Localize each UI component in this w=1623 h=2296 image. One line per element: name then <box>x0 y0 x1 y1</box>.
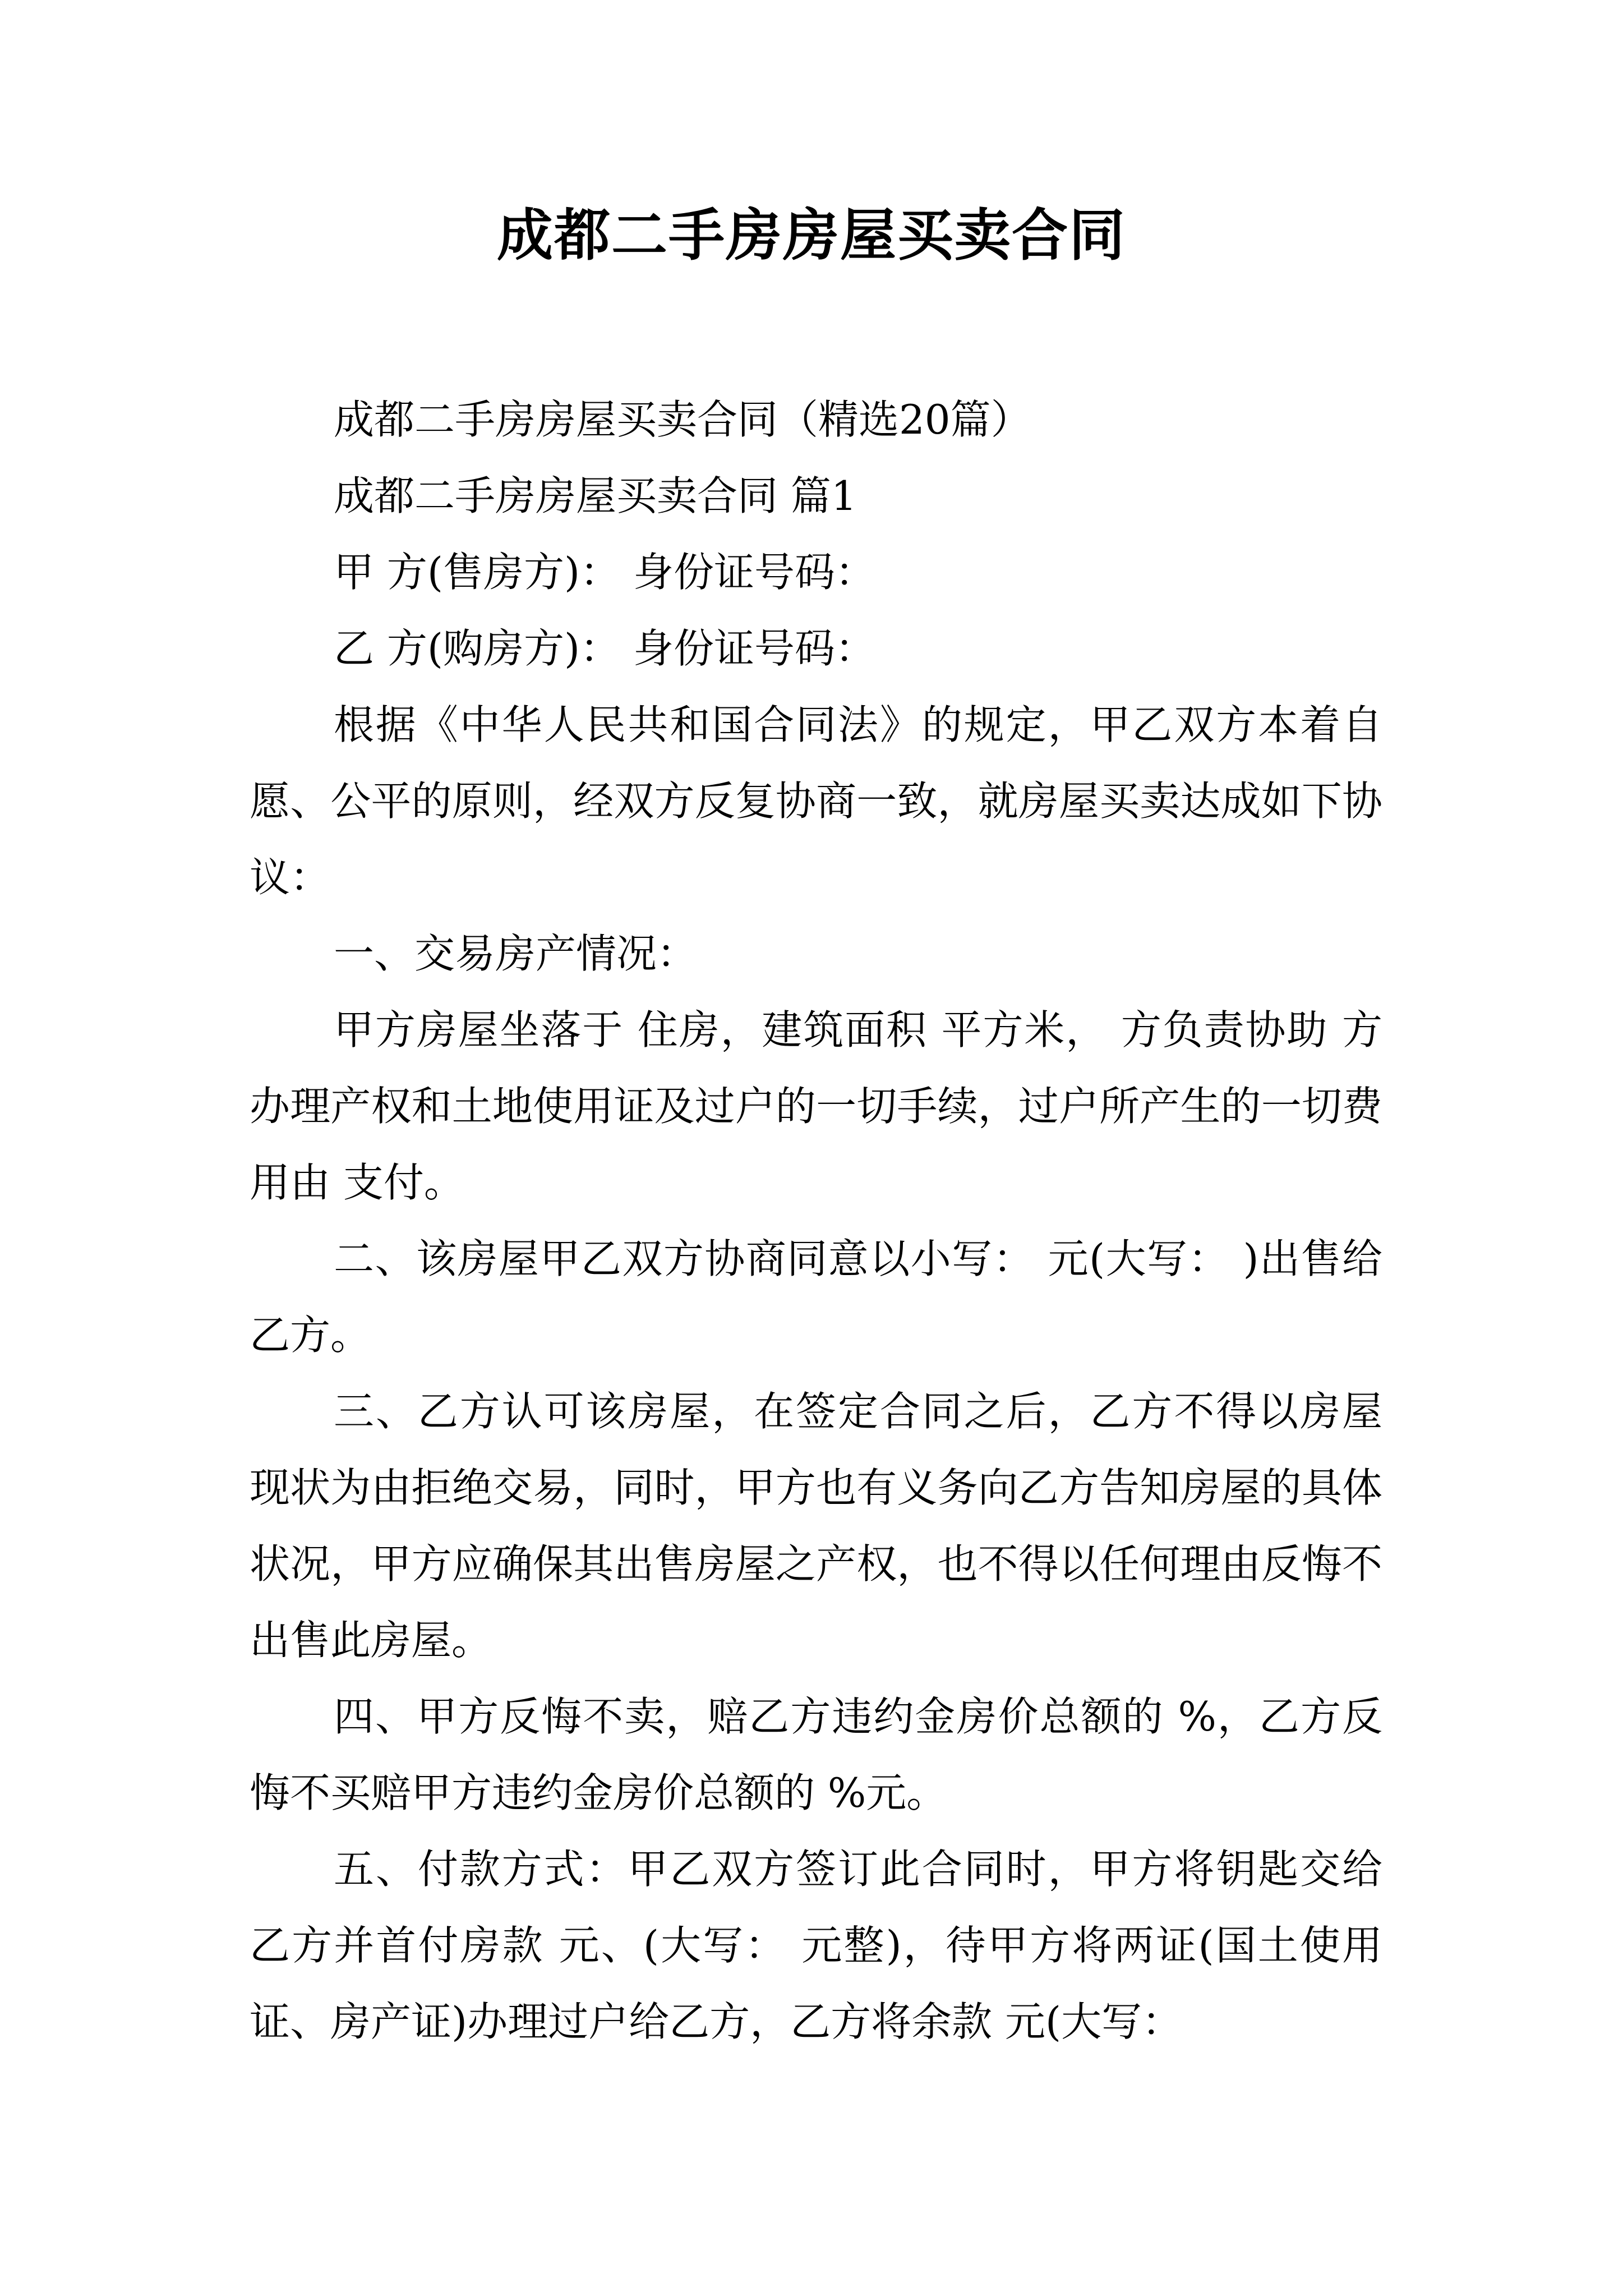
clause-2: 二、该房屋甲乙双方协商同意以小写： 元(大写： )出售给乙方。 <box>250 1235 1382 1359</box>
clause-1-body: 甲方房屋坐落于 住房，建筑面积 平方米， 方负责协助 方办理产权和土地使用证及过户的一切手续，过户所产生的一切费用由 支付。 <box>250 1006 1382 1206</box>
collection-heading: 成都二手房房屋买卖合同（精选20篇） <box>334 396 1031 443</box>
contract-section-heading: 成都二手房房屋买卖合同 篇1 <box>334 472 857 519</box>
clause-4: 四、甲方反悔不卖，赔乙方违约金房价总额的 %，乙方反悔不买赔甲方违约金房价总额的 %元。 <box>250 1693 1382 1816</box>
party-b-line: 乙 方(购房方)： 身份证号码： <box>334 625 875 672</box>
clause-1-heading: 一、交易房产情况： <box>334 930 698 977</box>
document-body <box>250 381 1382 2060</box>
clause-5: 五、付款方式：甲乙双方签订此合同时，甲方将钥匙交给乙方并首付房款 元、(大写： 元整)，待甲方将两证(国土使用证、房产证)办理过户给乙方，乙方将余款 元(大写： <box>250 1846 1382 2045</box>
document-title: 成都二手房房屋买卖合同 <box>497 203 1126 268</box>
party-a-line: 甲 方(售房方)： 身份证号码： <box>334 549 875 596</box>
preamble-paragraph: 根据《中华人民共和国合同法》的规定，甲乙双方本着自愿、公平的原则，经双方反复协商一致，就房屋买卖达成如下协议： <box>250 701 1382 901</box>
clause-3: 三、乙方认可该房屋，在签定合同之后，乙方不得以房屋现状为由拒绝交易，同时，甲方也有义务向乙方告知房屋的具体状况，甲方应确保其出售房屋之产权，也不得以任何理由反悔不出售此房屋。 <box>250 1388 1382 1664</box>
